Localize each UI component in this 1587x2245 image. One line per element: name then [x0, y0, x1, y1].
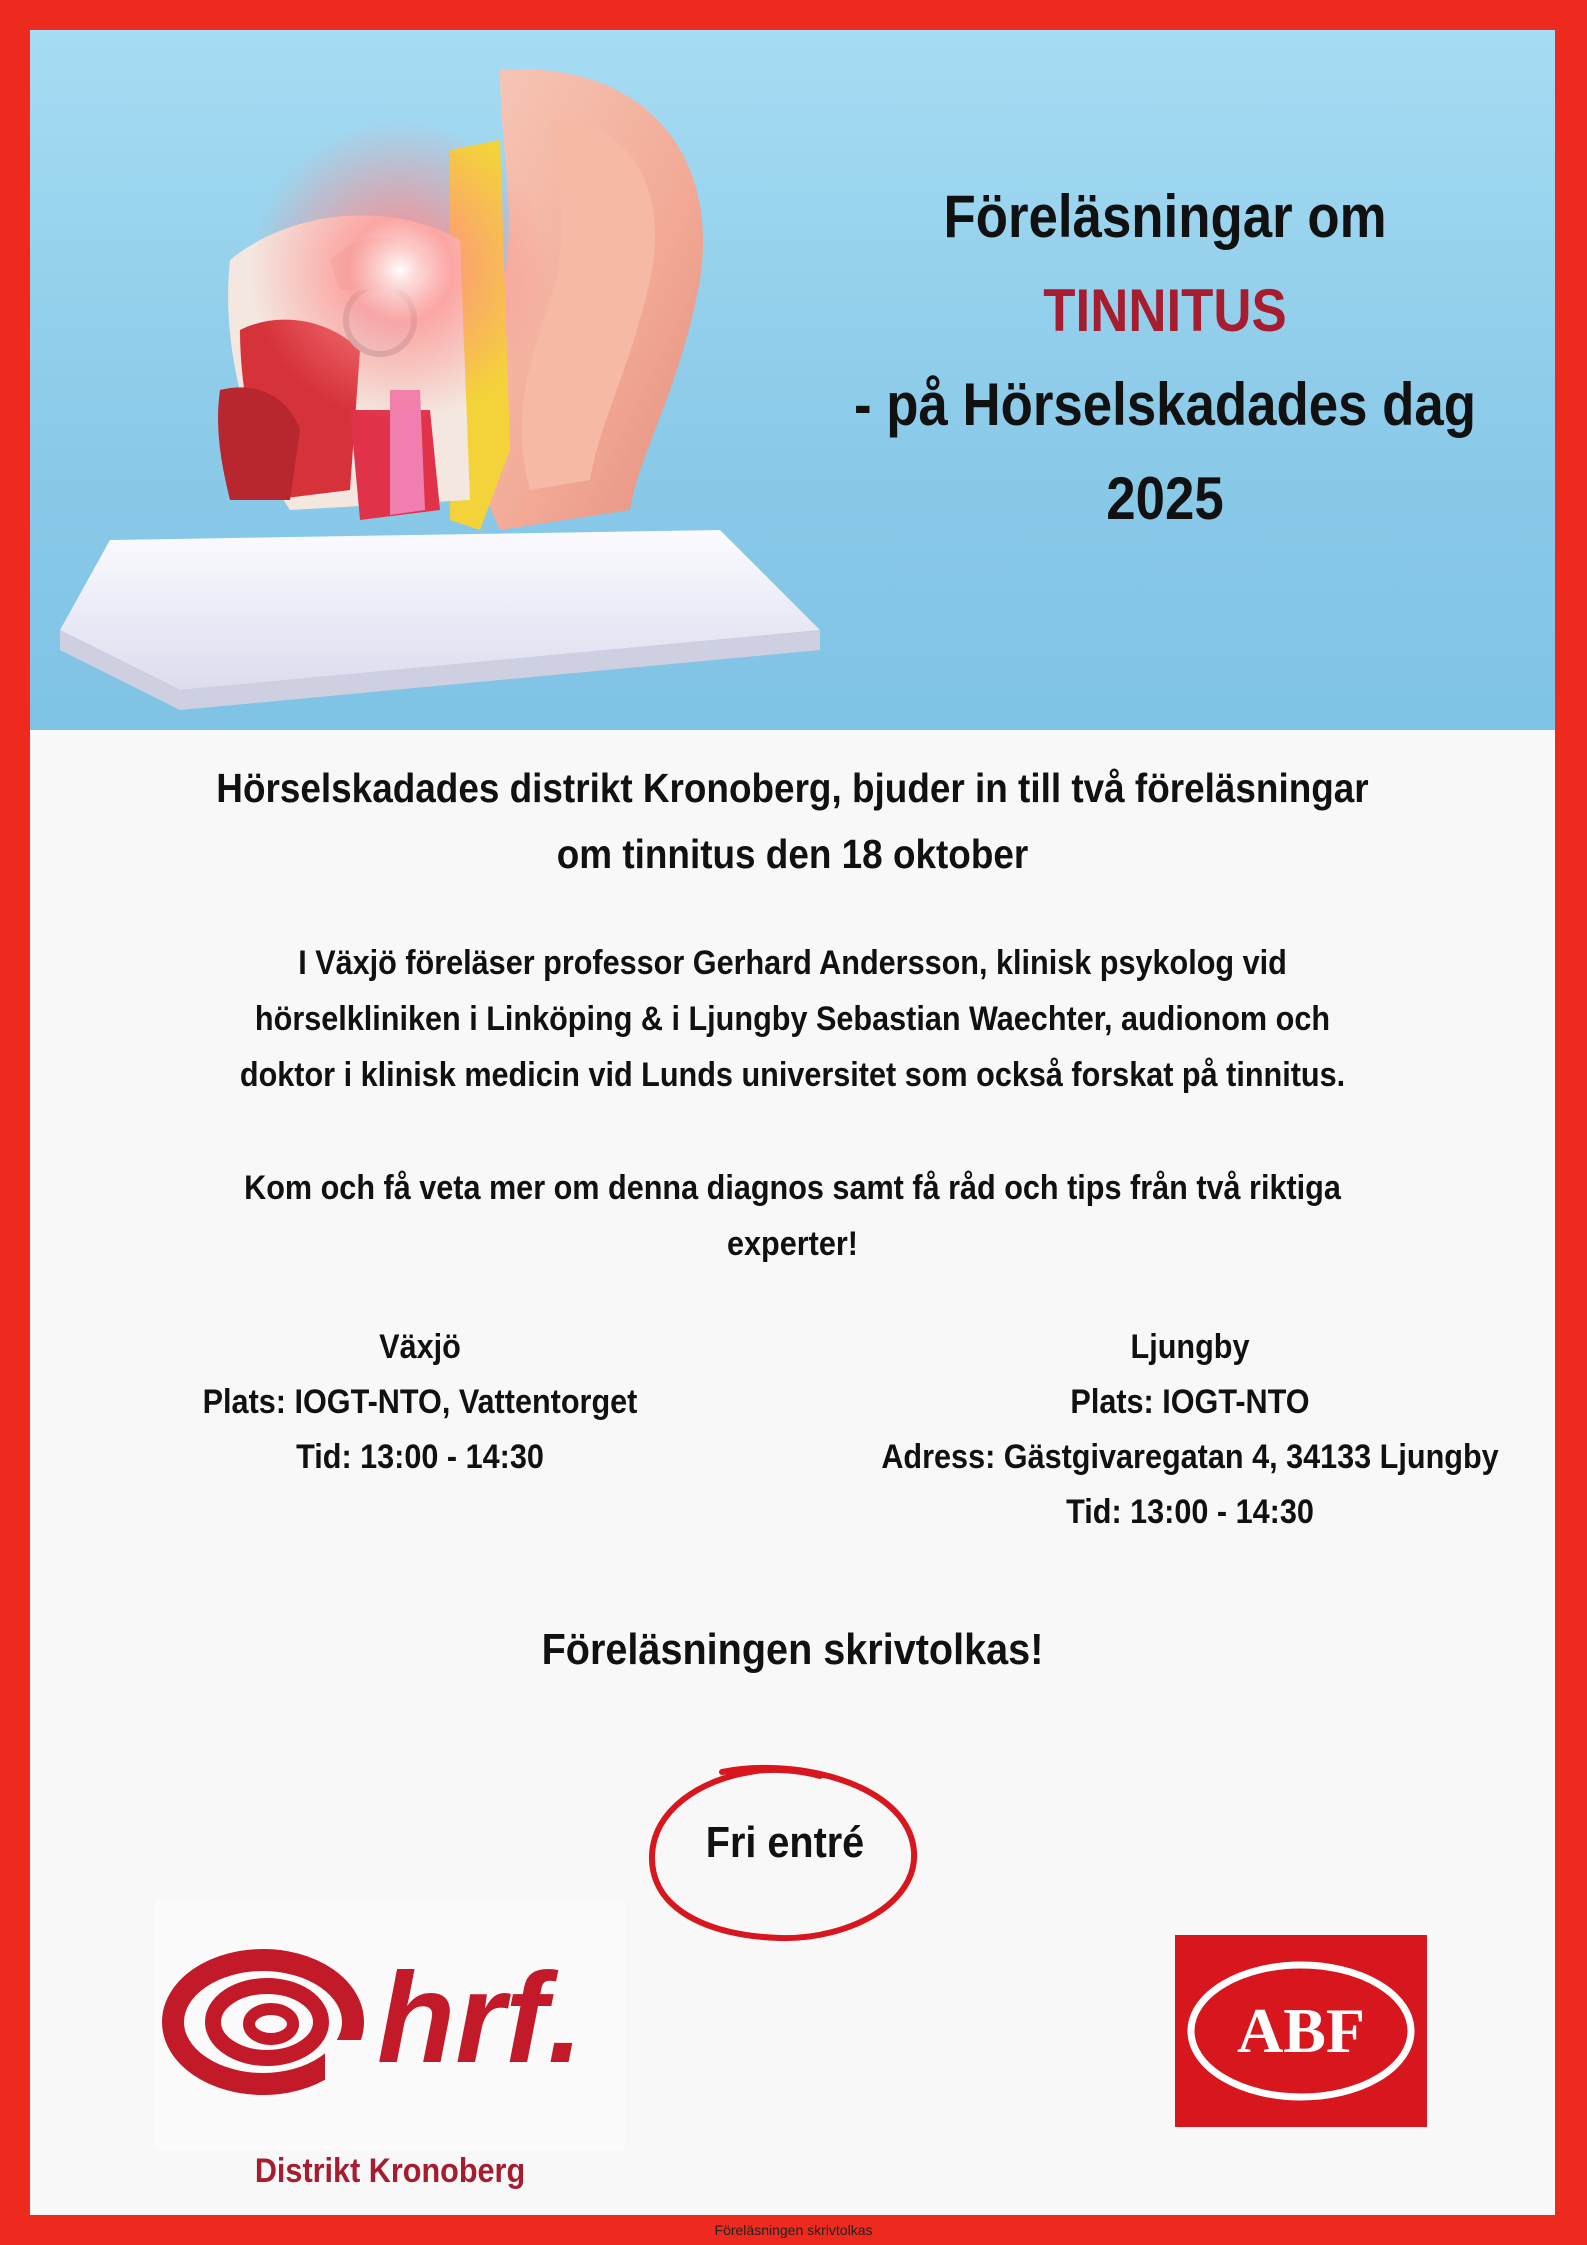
abf-wordmark: ABF [1237, 1995, 1365, 2066]
hero-title-line-1: Föreläsningar om [943, 183, 1387, 250]
description-line: doktor i klinisk medicin vid Lunds universitet som också forskat på tinnitus. [239, 1056, 1346, 1094]
description-paragraph [106, 935, 1479, 1103]
venue-address: Adress: Gästgivaregatan 4, 34133 Ljungby [881, 1438, 1499, 1476]
venue-vaxjo [123, 1320, 717, 1485]
poster [30, 30, 1555, 2215]
venue-ljungby [866, 1320, 1514, 1540]
intro-heading [106, 755, 1479, 887]
hero-title-year: 2025 [1106, 465, 1224, 532]
venue-city: Växjö [379, 1328, 461, 1366]
intro-line-2: om tinnitus den 18 oktober [556, 831, 1029, 877]
cta-line: Kom och få veta mer om denna diagnos samt få råd och tips från två riktiga [244, 1169, 1341, 1207]
description-line: I Växjö föreläser professor Gerhard Andersson, klinisk psykolog vid [298, 944, 1287, 982]
venue-place: Plats: IOGT-NTO [1070, 1383, 1310, 1421]
hrf-logo [155, 1900, 625, 2190]
hrf-logo-mark [155, 1900, 625, 2150]
venue-time: Tid: 13:00 - 14:30 [1066, 1493, 1314, 1531]
venue-time: Tid: 13:00 - 14:30 [296, 1438, 544, 1476]
cta-line: experter! [727, 1225, 858, 1263]
ear-model-image [30, 30, 850, 730]
hero-title-tinnitus: TINNITUS [1043, 277, 1287, 344]
footer-note: Föreläsningen skrivtolkas [714, 2222, 873, 2238]
free-entry-text: Fri entré [705, 1818, 865, 1867]
call-to-action-paragraph [106, 1160, 1479, 1272]
venue-city: Ljungby [1130, 1328, 1250, 1366]
hero-title-line-3: - på Hörselskadades dag [853, 371, 1477, 438]
hero-banner [30, 30, 1555, 730]
abf-logo [1175, 1935, 1427, 2127]
venue-place: Plats: IOGT-NTO, Vattentorget [202, 1383, 638, 1421]
description-line: hörselkliniken i Linköping & i Ljungby Sebastian Waechter, audionom och [254, 1000, 1331, 1038]
hrf-district-caption: Distrikt Kronoberg [254, 2152, 526, 2190]
intro-line-1: Hörselskadades distrikt Kronoberg, bjuder in till två föreläsningar [216, 765, 1369, 811]
free-entry-badge [640, 1750, 930, 1960]
hero-title [835, 170, 1495, 546]
interpretation-note: Föreläsningen skrivtolkas! [541, 1625, 1044, 1674]
hrf-wordmark: hrf. [377, 1947, 584, 2090]
